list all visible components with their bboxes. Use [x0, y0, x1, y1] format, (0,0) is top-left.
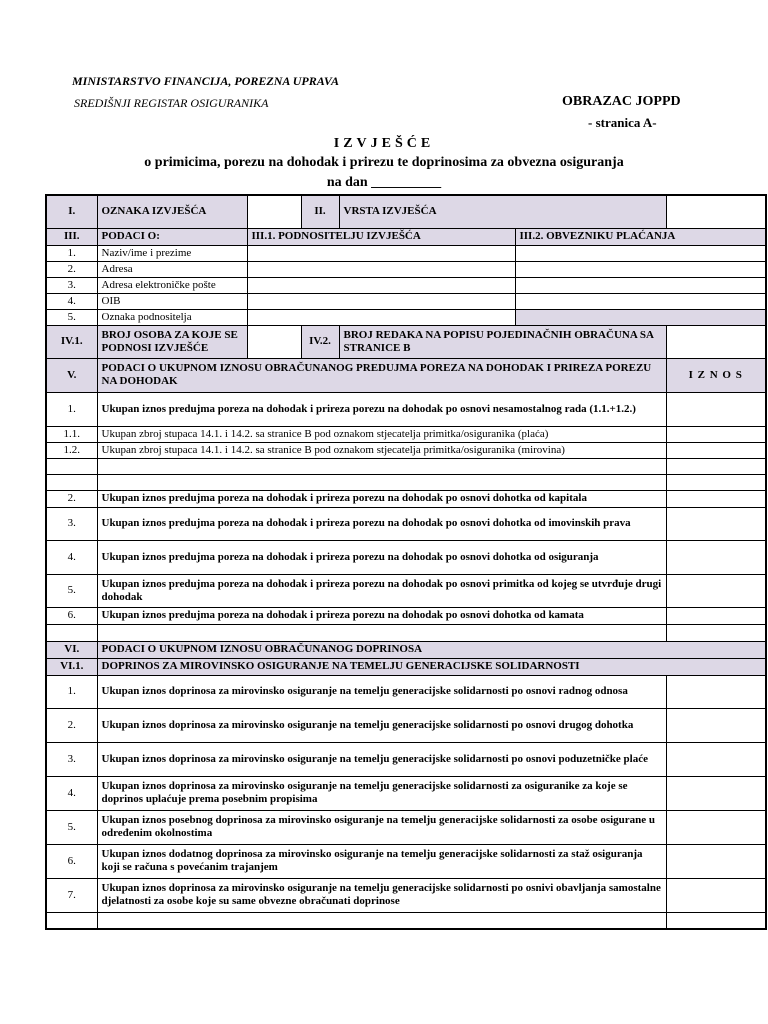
row-number: 2. [46, 490, 97, 507]
row-label: Ukupan iznos predujma poreza na dohodak i prireza porezu na dohodak po osnovi dohotka od osiguranja [97, 540, 666, 574]
amount-field[interactable] [666, 474, 766, 490]
report-type-field[interactable] [666, 195, 766, 228]
row-number: 5. [46, 574, 97, 607]
row-label: Ukupan iznos posebnog doprinosa za mirovinsko osiguranje na temelju generacijske solidarnosti za osobe osigurane u određenim okolnostima [97, 810, 666, 844]
section-iv1-number: IV.1. [46, 325, 97, 358]
row-label: Ukupan iznos predujma poreza na dohodak i prireza porezu na dohodak po osnovi nesamostalnog rada (1.1.+1.2.) [97, 392, 666, 426]
row-number: 7. [46, 878, 97, 912]
persons-count-field[interactable] [247, 325, 301, 358]
form-page-label: - stranica A- [588, 115, 657, 130]
section-v-number: V. [46, 358, 97, 392]
row-number: 1. [46, 245, 97, 261]
amount-field[interactable] [666, 878, 766, 912]
row-number: 1. [46, 392, 97, 426]
payer-column-header: III.2. OBVEZNIKU PLAĆANJA [515, 228, 766, 245]
row-number: 6. [46, 607, 97, 624]
row-number: 2. [46, 708, 97, 742]
row-number: 1.2. [46, 442, 97, 458]
empty-cell [46, 624, 97, 641]
amount-field[interactable] [666, 675, 766, 708]
registry-name: SREDIŠNJI REGISTAR OSIGURANIKA [74, 96, 269, 110]
row-label: Ukupan zbroj stupaca 14.1. i 14.2. sa stranice B pod oznakom stjecatelja primitka/osiguranika (plaća) [97, 426, 666, 442]
section-vi-label: PODACI O UKUPNOM IZNOSU OBRAČUNANOG DOPRINOSA [97, 641, 766, 658]
row-number: 4. [46, 540, 97, 574]
amount-field[interactable] [666, 490, 766, 507]
section-iv2-number: IV.2. [301, 325, 339, 358]
section-vi-number: VI. [46, 641, 97, 658]
section-i-number: I. [46, 195, 97, 228]
row-label: Ukupan iznos doprinosa za mirovinsko osiguranje na temelju generacijske solidarnosti po osnovi poduzetničke plaće [97, 742, 666, 776]
row-label: Ukupan iznos doprinosa za mirovinsko osiguranje na temelju generacijske solidarnosti po osnovi radnog odnosa [97, 675, 666, 708]
section-ii-label: VRSTA IZVJEŠĆA [339, 195, 666, 228]
form-name: OBRAZAC JOPPD [562, 94, 681, 109]
row-label: Naziv/ime i prezime [97, 245, 247, 261]
empty-cell [46, 912, 97, 929]
section-iii-number: III. [46, 228, 97, 245]
submitter-mark-field[interactable] [247, 309, 515, 325]
section-iii-label: PODACI O: [97, 228, 247, 245]
submitter-oib-field[interactable] [247, 293, 515, 309]
amount-field[interactable] [666, 912, 766, 929]
empty-cell [46, 474, 97, 490]
section-vi1-number: VI.1. [46, 658, 97, 675]
row-number: 4. [46, 776, 97, 810]
row-label: Ukupan iznos doprinosa za mirovinsko osiguranje na temelju generacijske solidarnosti po osnivi obavljanja samostalne djelatnosti za osobe koje su same obvezne obračunati doprinose [97, 878, 666, 912]
amount-column-header: I Z N O S [666, 358, 766, 392]
payer-name-field[interactable] [515, 245, 766, 261]
section-v-label: PODACI O UKUPNOM IZNOSU OBRAČUNANOG PREDUJMA POREZA NA DOHODAK I PRIREZA POREZU NA DOHODAK [97, 358, 666, 392]
amount-field[interactable] [666, 776, 766, 810]
amount-field[interactable] [666, 574, 766, 607]
row-label: Oznaka podnositelja [97, 309, 247, 325]
row-label: Ukupan iznos predujma poreza na dohodak i prireza porezu na dohodak po osnovi dohotka od kamata [97, 607, 666, 624]
section-i-label: OZNAKA IZVJEŠĆA [97, 195, 247, 228]
row-label: Ukupan zbroj stupaca 14.1. i 14.2. sa stranice B pod oznakom stjecatelja primitka/osiguranika (mirovina) [97, 442, 666, 458]
empty-cell [97, 624, 666, 641]
submitter-column-header: III.1. PODNOSITELJU IZVJEŠĆA [247, 228, 515, 245]
submitter-email-field[interactable] [247, 277, 515, 293]
row-number: 6. [46, 844, 97, 878]
section-iv1-label: BROJ OSOBA ZA KOJE SE PODNOSI IZVJEŠĆE [97, 325, 247, 358]
section-vi1-label: DOPRINOS ZA MIROVINSKO OSIGURANJE NA TEMELJU GENERACIJSKE SOLIDARNOSTI [97, 658, 766, 675]
amount-field[interactable] [666, 607, 766, 624]
row-label: Ukupan iznos doprinosa za mirovinsko osiguranje na temelju generacijske solidarnosti po osnovi drugog dohotka [97, 708, 666, 742]
row-number: 5. [46, 309, 97, 325]
row-number: 4. [46, 293, 97, 309]
amount-field[interactable] [666, 442, 766, 458]
row-label: Ukupan iznos predujma poreza na dohodak i prireza porezu na dohodak po osnovi dohotka od kapitala [97, 490, 666, 507]
row-number: 2. [46, 261, 97, 277]
payer-address-field[interactable] [515, 261, 766, 277]
submitter-address-field[interactable] [247, 261, 515, 277]
report-date-line: na dan __________ [326, 175, 442, 190]
amount-field[interactable] [666, 458, 766, 474]
rows-count-field[interactable] [666, 325, 766, 358]
amount-field[interactable] [666, 742, 766, 776]
amount-field[interactable] [666, 426, 766, 442]
row-label: Ukupan iznos predujma poreza na dohodak i prireza porezu na dohodak po osnovi primitka od kojeg se utvrđuje drugi dohodak [97, 574, 666, 607]
empty-cell [97, 912, 666, 929]
joppd-form-table [45, 194, 767, 930]
empty-cell [46, 458, 97, 474]
amount-field[interactable] [666, 540, 766, 574]
row-number: 1.1. [46, 426, 97, 442]
amount-field[interactable] [666, 708, 766, 742]
row-label: OIB [97, 293, 247, 309]
amount-field[interactable] [666, 392, 766, 426]
section-ii-number: II. [301, 195, 339, 228]
document-title: IZVJEŠĆE [333, 136, 435, 151]
row-label: Ukupan iznos doprinosa za mirovinsko osiguranje na temelju generacijske solidarnosti za osiguranike za koje se doprinos uplaćuje prema posebnim propisima [97, 776, 666, 810]
amount-field[interactable] [666, 624, 766, 641]
section-iv2-label: BROJ REDAKA NA POPISU POJEDINAČNIH OBRAČUNA SA STRANICE B [339, 325, 666, 358]
row-label: Adresa [97, 261, 247, 277]
shaded-cell [515, 309, 766, 325]
row-number: 5. [46, 810, 97, 844]
amount-field[interactable] [666, 810, 766, 844]
ministry-name: MINISTARSTVO FINANCIJA, POREZNA UPRAVA [72, 74, 339, 88]
row-number: 3. [46, 507, 97, 540]
payer-oib-field[interactable] [515, 293, 766, 309]
row-number: 3. [46, 742, 97, 776]
row-number: 1. [46, 675, 97, 708]
document-subtitle: o primicima, porezu na dohodak i prirezu te doprinosima za obvezna osiguranja [144, 155, 624, 170]
row-label: Ukupan iznos predujma poreza na dohodak i prireza porezu na dohodak po osnovi dohotka od imovinskih prava [97, 507, 666, 540]
submitter-name-field[interactable] [247, 245, 515, 261]
payer-email-field[interactable] [515, 277, 766, 293]
amount-field[interactable] [666, 507, 766, 540]
row-label: Ukupan iznos dodatnog doprinosa za mirovinsko osiguranje na temelju generacijske solidarnosti za staž osiguranja koji se računa s povećanim trajanjem [97, 844, 666, 878]
empty-cell [97, 458, 666, 474]
empty-cell [97, 474, 666, 490]
row-number: 3. [46, 277, 97, 293]
report-mark-field[interactable] [247, 195, 301, 228]
row-label: Adresa elektroničke pošte [97, 277, 247, 293]
amount-field[interactable] [666, 844, 766, 878]
